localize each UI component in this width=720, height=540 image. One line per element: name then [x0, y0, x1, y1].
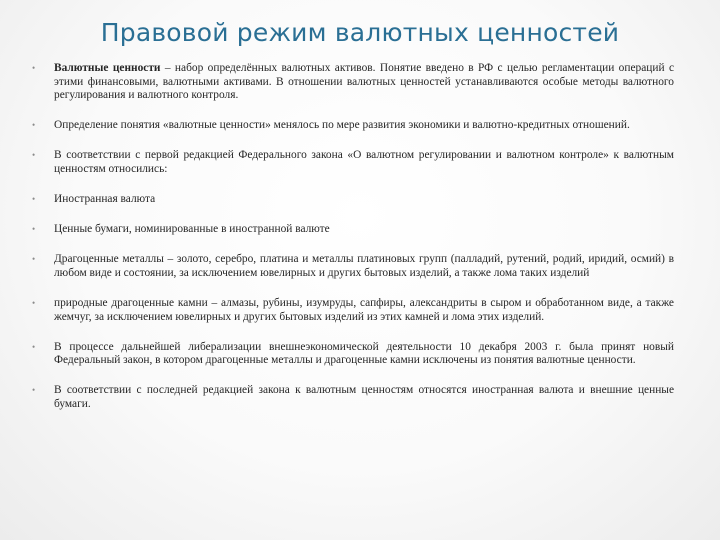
item-text: – набор определённых валютных активов. Понятие введено в РФ с целью регламентации операций с этими финансовыми, валютными активами. В отношении валютных ценностей устанавливаются особые методы валютного регулирования и валютного контроля. — [54, 62, 674, 102]
slide-title: Правовой режим валютных ценностей — [100, 18, 620, 47]
list-item — [32, 253, 674, 280]
list-item — [32, 223, 674, 237]
list-item — [32, 341, 674, 368]
list-item — [32, 384, 674, 411]
item-text: Ценные бумаги, номинированные в иностранной валюте — [54, 223, 330, 236]
bullet-marker: • — [32, 297, 36, 308]
list-item — [32, 193, 674, 207]
bullet-list — [32, 62, 674, 428]
bullet-marker: • — [32, 385, 36, 396]
bullet-marker: • — [32, 63, 36, 73]
bullet-marker: • — [32, 224, 36, 235]
item-text: В процессе дальнейшей либерализации внешнеэкономической деятельности 10 декабря 2003 г. была принят новый Федеральный закон, в котором драгоценные металлы и драгоценные камни исключены из понятия валютные ценности. — [54, 340, 674, 367]
item-text: Иностранная валюта — [54, 193, 156, 206]
term-highlight: Валютные ценности — [54, 62, 161, 74]
bullet-marker: • — [32, 120, 36, 131]
item-text: В соответствии с последней редакцией закона к валютным ценностям относятся иностранная валюта и внешние ценные бумаги. — [54, 384, 674, 410]
item-text: Определение понятия «валютные ценности» менялось по мере развития экономики и валютно-кредитных отношений. — [54, 119, 630, 132]
bullet-marker: • — [32, 194, 36, 205]
list-item — [32, 119, 674, 133]
item-text: природные драгоценные камни – алмазы, рубины, изумруды, сапфиры, александриты в сыром и обработанном виде, а также жемчуг, за исключением ювелирных и других бытовых изделий из этих камней и лома этих изделий. — [54, 296, 674, 323]
list-item — [32, 297, 674, 324]
bullet-marker: • — [32, 150, 36, 161]
list-item — [32, 149, 674, 176]
item-text: Драгоценные металлы – золото, серебро, платина и металлы платиновых групп (палладий, рутений, родий, иридий, осмий) в любом виде и состоянии, за исключением ювелирных и других бытовых изделий, а также лома таких изделий — [54, 253, 674, 279]
bullet-marker: • — [32, 341, 36, 352]
item-text: В соответствии с первой редакцией Федерального закона «О валютном регулировании и валютном контроле» к валютным ценностям относились: — [54, 149, 674, 175]
bullet-marker: • — [32, 254, 36, 265]
list-item — [32, 62, 674, 103]
